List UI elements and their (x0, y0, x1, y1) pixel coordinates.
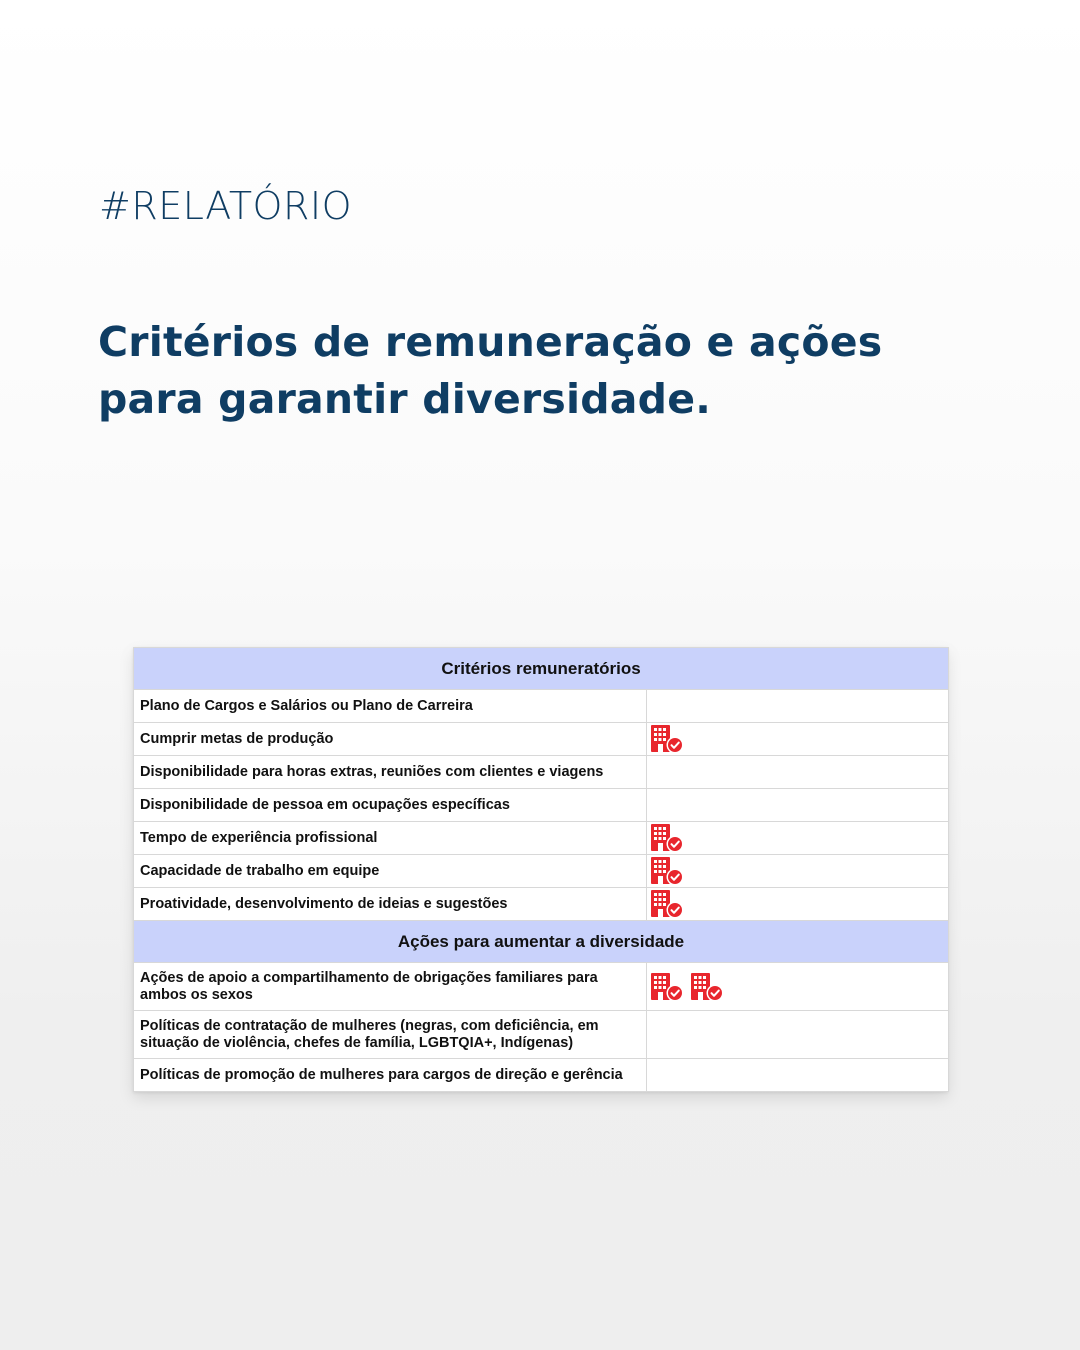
report-table-card (133, 647, 948, 1092)
building-check-icon (651, 973, 691, 1001)
row-icons (647, 789, 949, 822)
row-label: Ações de apoio a compartilhamento de obrigações familiares para ambos os sexos (134, 963, 647, 1011)
row-label: Tempo de experiência profissional (134, 822, 647, 855)
table-row (134, 690, 949, 723)
row-label: Disponibilidade para horas extras, reuniões com clientes e viagens (134, 756, 647, 789)
row-icons (647, 822, 949, 855)
hashtag-label: #RELATÓRIO (99, 184, 352, 228)
report-table (133, 647, 949, 1092)
building-check-icon (651, 725, 691, 753)
row-icons (647, 756, 949, 789)
row-label: Proatividade, desenvolvimento de ideias e sugestões (134, 888, 647, 921)
table-row (134, 963, 949, 1011)
row-label: Capacidade de trabalho em equipe (134, 855, 647, 888)
row-icons (647, 690, 949, 723)
building-check-icon (651, 890, 691, 918)
row-icons (647, 855, 949, 888)
row-label: Disponibilidade de pessoa em ocupações específicas (134, 789, 647, 822)
section-title: Critérios remuneratórios (134, 648, 949, 690)
building-check-icon (651, 857, 691, 885)
row-label: Cumprir metas de produção (134, 723, 647, 756)
table-row (134, 855, 949, 888)
row-icons (647, 1059, 949, 1092)
row-icons (647, 963, 949, 1011)
building-check-icon (651, 824, 691, 852)
table-row (134, 723, 949, 756)
table-row (134, 1011, 949, 1059)
table-row (134, 1059, 949, 1092)
section-header-row (134, 648, 949, 690)
table-row (134, 822, 949, 855)
section-title: Ações para aumentar a diversidade (134, 921, 949, 963)
page-title: Critérios de remuneração e ações para garantir diversidade. (98, 318, 883, 423)
row-label: Plano de Cargos e Salários ou Plano de Carreira (134, 690, 647, 723)
row-label: Políticas de promoção de mulheres para cargos de direção e gerência (134, 1059, 647, 1092)
row-icons (647, 1011, 949, 1059)
table-row (134, 756, 949, 789)
row-icons (647, 723, 949, 756)
table-row (134, 888, 949, 921)
row-label: Políticas de contratação de mulheres (negras, com deficiência, em situação de violência, chefes de família, LGBTQIA+, Indígenas) (134, 1011, 647, 1059)
section-header-row (134, 921, 949, 963)
table-row (134, 789, 949, 822)
row-icons (647, 888, 949, 921)
building-check-icon (691, 973, 731, 1001)
